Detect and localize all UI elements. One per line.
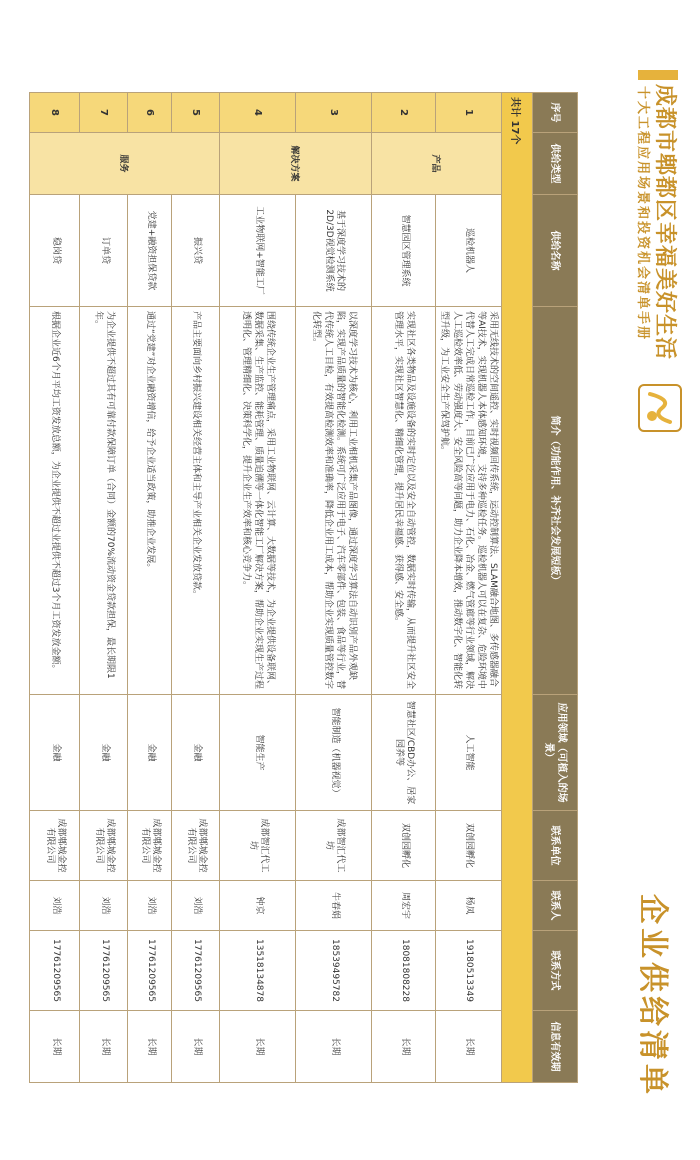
total-row <box>502 93 533 1083</box>
supply-table <box>29 92 578 1083</box>
row-unit: 双创园孵化 <box>436 811 502 881</box>
row-name: 工业物联网+智能工厂 <box>220 195 296 307</box>
row-unit: 成都郫城金控有限公司 <box>30 811 80 881</box>
row-no: 8 <box>30 93 80 133</box>
row-desc: 实现社区各类物品及设施设备的实时定位以及安全自动管控，数据实时传输，从而提升社区安全管理水平，实现社区智慧化、精细化管理，提升居民幸福感、获得感、安全感。 <box>372 307 436 695</box>
category-cell: 服务 <box>30 133 220 195</box>
row-phone: 17761209565 <box>172 931 220 1011</box>
row-desc: 为企业提供不超过其有可靠付款保障订单（合同）金额的70%流动资金贷款担保，最长期限1年。 <box>80 307 128 695</box>
col-header-field: 应用领域（可植入的场景） <box>533 695 578 811</box>
row-no: 5 <box>172 93 220 133</box>
header-title: 成都市郫都区幸福美好生活 <box>652 84 677 361</box>
row-phone: 19180513349 <box>436 931 502 1011</box>
row-validity: 长期 <box>372 1011 436 1083</box>
row-no: 3 <box>296 93 372 133</box>
row-contact: 刘浩 <box>128 881 172 931</box>
row-unit: 成都郫城金控有限公司 <box>128 811 172 881</box>
row-name: 订单贷 <box>80 195 128 307</box>
row-field: 金融 <box>128 695 172 811</box>
col-header-desc: 简介（功能作用、补齐社会发展短板） <box>533 307 578 695</box>
row-contact: 杨凤 <box>436 881 502 931</box>
row-field: 金融 <box>172 695 220 811</box>
row-name: 振兴贷 <box>172 195 220 307</box>
row-validity: 长期 <box>436 1011 502 1083</box>
row-field: 人工智能 <box>436 695 502 811</box>
row-name: 智慧园区管理系统 <box>372 195 436 307</box>
header-subtitle: 十大工程应用场景和投资机会清单手册 <box>635 86 650 342</box>
row-validity: 长期 <box>296 1011 372 1083</box>
table-row <box>30 93 80 1083</box>
category-cell: 产品 <box>372 133 502 195</box>
row-no: 2 <box>372 93 436 133</box>
row-phone: 17761209565 <box>30 931 80 1011</box>
table-row <box>296 93 372 1083</box>
row-no: 4 <box>220 93 296 133</box>
table-row <box>172 93 220 1083</box>
row-unit: 成都智汇代工坊 <box>296 811 372 881</box>
col-header-no: 序号 <box>533 93 578 133</box>
row-desc: 根据企业近6个月平均工资发放总额，为企业提供不超过业提供不超过3个月工资发放金额。 <box>30 307 80 695</box>
row-name: 基于深度学习技术的2D/3D视觉检测系统 <box>296 195 372 307</box>
row-contact: 刘浩 <box>172 881 220 931</box>
col-header-validity: 信息有效期 <box>533 1011 578 1083</box>
row-contact: 刘浩 <box>80 881 128 931</box>
row-phone: 17761209565 <box>128 931 172 1011</box>
page-section-title: 企业供给清单 <box>635 894 670 1098</box>
row-unit: 成都智汇代工坊 <box>220 811 296 881</box>
row-validity: 长期 <box>220 1011 296 1083</box>
row-name: 巡检机器人 <box>436 195 502 307</box>
row-desc: 通过“党建”对企业融资增信，给予企业适当政策，助推企业发展。 <box>128 307 172 695</box>
table-row <box>80 93 128 1083</box>
table-row <box>128 93 172 1083</box>
row-unit: 双创园孵化 <box>372 811 436 881</box>
row-validity: 长期 <box>30 1011 80 1083</box>
row-field: 智能生产 <box>220 695 296 811</box>
row-desc: 围绕传统企业生产管理痛点，采用工业物联网、云计算、大数据等技术，为企业提供设备联网、数据采集、生产监控、能耗管理、质量追溯等一体化智能工厂解决方案，帮助企业实现生产过程透明化、管理精细化、决策科学化，提升企业生产效率和核心竞争力。 <box>220 307 296 695</box>
pidu-logo-icon <box>640 386 680 430</box>
row-validity: 长期 <box>128 1011 172 1083</box>
row-phone: 13518134878 <box>220 931 296 1011</box>
row-contact: 周宏宇 <box>372 881 436 931</box>
table-row <box>220 93 296 1083</box>
row-no: 7 <box>80 93 128 133</box>
col-header-phone: 联系方式 <box>533 931 578 1011</box>
category-cell: 解决方案 <box>220 133 372 195</box>
table-row <box>436 93 502 1083</box>
pidu-logo <box>638 384 682 432</box>
row-field: 金融 <box>30 695 80 811</box>
row-desc: 以深度学习技术为核心，利用工业相机采集产品图像，通过深度学习算法自动识别产品外观缺陷，实现产品质量的智能化检测。系统可广泛应用于电子、汽车零部件、包装、食品等行业，替代传统人工目检，有效提高检测效率和准确率，降低企业用工成本，帮助企业实现质量管控数字化转型。 <box>296 307 372 695</box>
col-header-type: 供给类型 <box>533 133 578 195</box>
row-phone: 18081808228 <box>372 931 436 1011</box>
row-desc: 采用无线技术的空间遥控、实时视频回传系统，运动控制算法、SLAM融合地图、多传感器融合等AI技术，实现机器人本体感知环境，支持多种巡检任务。巡检机器人可以在复杂、危险环境中代替人工完成日常巡检工作，目前已广泛应用于电力、石化、冶金、燃气管廊等行业领域，解决人工巡检效率低、劳动强度大、安全风险高等问题，助力企业降本增效，推动数字化、智能化转型升级，为工业安全生产保驾护航。 <box>436 307 502 695</box>
row-field: 智能制造（机器视觉） <box>296 695 372 811</box>
row-unit: 成都郫城金控有限公司 <box>172 811 220 881</box>
row-name: 稳岗贷 <box>30 195 80 307</box>
row-validity: 长期 <box>80 1011 128 1083</box>
row-contact: 刘浩 <box>30 881 80 931</box>
table-header-row <box>533 93 578 1083</box>
row-name: 党建+融资担保贷款 <box>128 195 172 307</box>
row-desc: 产品主要面向乡村振兴建设相关经营主体和主导产业相关企业发放贷款。 <box>172 307 220 695</box>
row-no: 1 <box>436 93 502 133</box>
total-label: 共计 17个 <box>502 93 533 1083</box>
row-phone: 18539495782 <box>296 931 372 1011</box>
row-validity: 长期 <box>172 1011 220 1083</box>
table-row <box>372 93 436 1083</box>
row-contact: 钟京 <box>220 881 296 931</box>
header-accent-bar <box>638 70 678 80</box>
row-unit: 成都郫城金控有限公司 <box>80 811 128 881</box>
row-field: 金融 <box>80 695 128 811</box>
row-contact: 牛春娟 <box>296 881 372 931</box>
row-no: 6 <box>128 93 172 133</box>
col-header-contact: 联系人 <box>533 881 578 931</box>
row-field: 智慧社区/CBD办公、居家园养等 <box>372 695 436 811</box>
col-header-name: 供给名称 <box>533 195 578 307</box>
col-header-unit: 联系单位 <box>533 811 578 881</box>
row-phone: 17761209565 <box>80 931 128 1011</box>
